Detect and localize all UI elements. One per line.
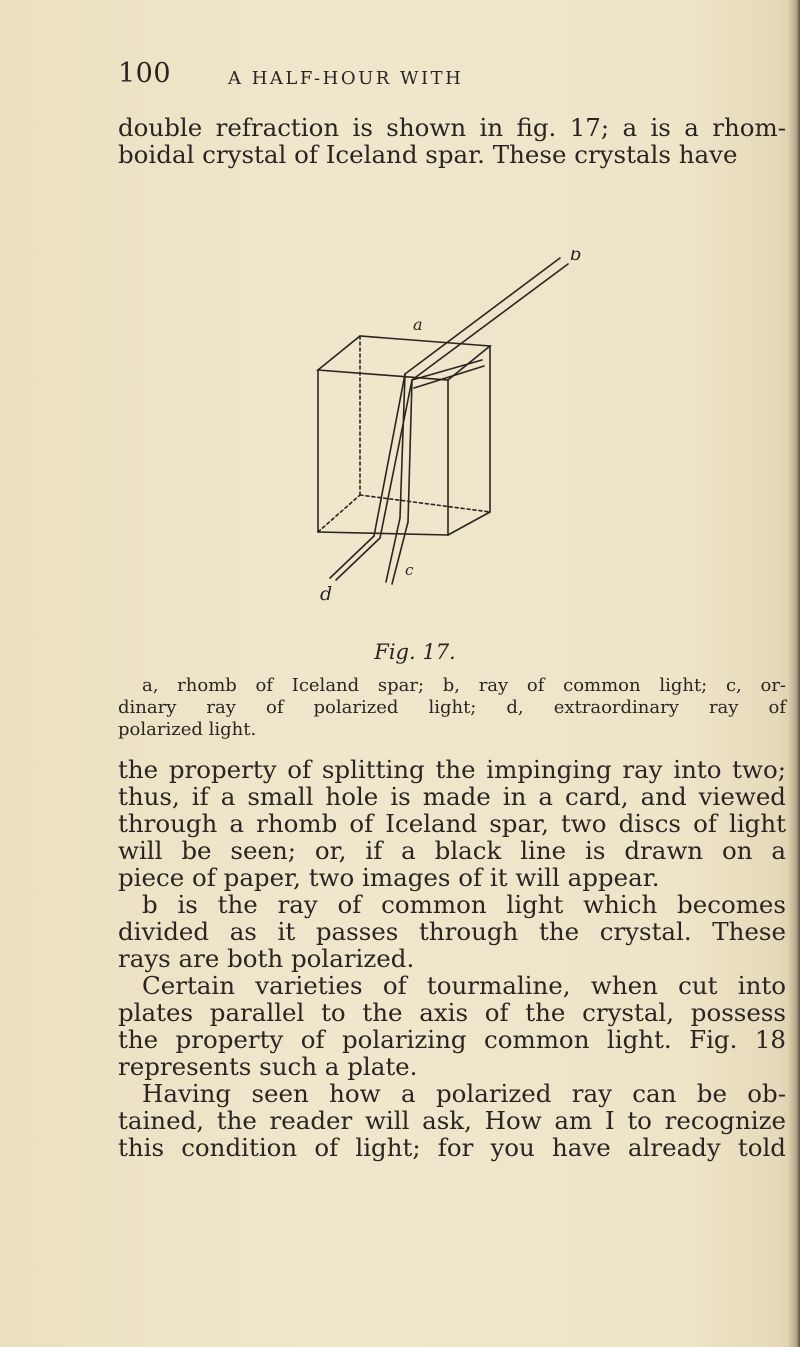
incident-ray-b xyxy=(405,258,560,374)
extraordinary-ray-d xyxy=(380,380,412,538)
running-head: A HALF-HOUR WITH xyxy=(228,68,464,89)
caption-line: a, rhomb of Iceland spar; b, ray of common light; c, or- xyxy=(142,675,786,696)
body-line: tained, the reader will ask, How am I to recognize xyxy=(118,1106,786,1135)
page-header xyxy=(118,58,718,98)
body-line: the property of splitting the impinging ray into two; xyxy=(118,755,786,784)
intro-line: boidal crystal of Iceland spar. These crystals have xyxy=(118,140,738,169)
iceland-spar-diagram xyxy=(300,250,600,610)
body-line: Having seen how a polarized ray can be ob- xyxy=(142,1079,786,1108)
body-line: thus, if a small hole is made in a card, and viewed xyxy=(118,782,786,811)
rhomb-edge xyxy=(448,512,490,535)
rhomb-top-face xyxy=(318,336,490,380)
body-line: through a rhomb of Iceland spar, two discs of light xyxy=(118,809,786,838)
ordinary-ray-c xyxy=(386,518,400,582)
body-line: will be seen; or, if a black line is drawn on a xyxy=(118,836,786,865)
figure-17 xyxy=(300,250,600,610)
body-line: the property of polarizing common light. Fig. 18 xyxy=(118,1025,786,1054)
figure-label-b: b xyxy=(570,250,582,265)
caption-line: dinary ray of polarized light; d, extraordinary ray of xyxy=(118,697,786,718)
figure-title: Fig. 17. xyxy=(374,640,456,664)
caption-line: polarized light. xyxy=(118,719,257,740)
rhomb-edge xyxy=(318,532,448,535)
extraordinary-ray-d xyxy=(330,536,374,578)
figure-label-c: c xyxy=(405,561,414,579)
extraordinary-ray-d xyxy=(336,538,380,580)
body-line: represents such a plate. xyxy=(118,1052,418,1081)
figure-label-a: a xyxy=(413,315,423,334)
ordinary-ray-c xyxy=(408,380,412,522)
body-line: divided as it passes through the crystal. These xyxy=(118,917,786,946)
page-edge-shadow xyxy=(788,0,800,1347)
figure-label-d: d xyxy=(320,583,333,605)
main-paragraphs xyxy=(118,756,786,1161)
intro-paragraph xyxy=(118,114,786,168)
intro-line: double refraction is shown in fig. 17; a is a rhom- xyxy=(118,113,786,142)
page-number: 100 xyxy=(118,58,172,89)
figure-caption xyxy=(118,675,786,741)
body-line: this condition of light; for you have already told xyxy=(118,1133,786,1162)
body-line: Certain varieties of tourmaline, when cut into xyxy=(142,971,786,1000)
body-line: b is the ray of common light which becomes xyxy=(142,890,786,919)
body-line: rays are both polarized. xyxy=(118,944,415,973)
body-line: plates parallel to the axis of the crystal, possess xyxy=(118,998,786,1027)
hidden-edge xyxy=(318,495,360,532)
body-line: piece of paper, two images of it will appear. xyxy=(118,863,660,892)
